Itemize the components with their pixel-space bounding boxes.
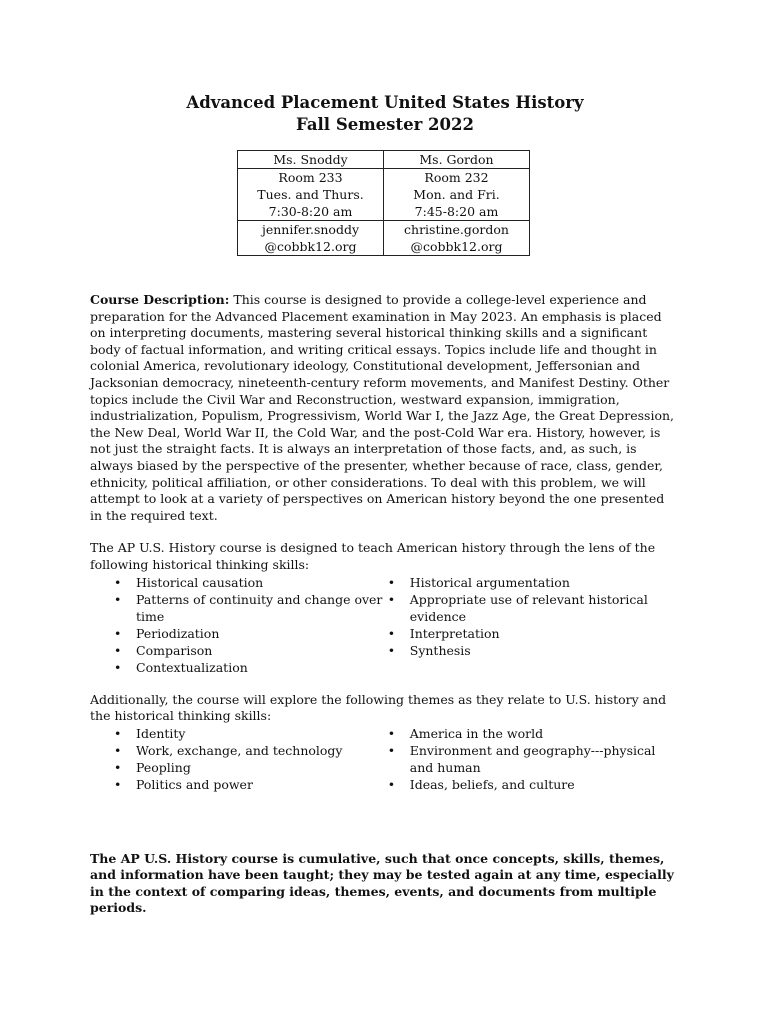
course-description-text: This course is designed to provide a college-level experience and preparation for the Advanced Placement examination in May 2023. An emphasis is placed on interpreting documents, mastering several historical thinking skills and a significant body of factual information, and writing critical essays. Topics include life and thought in colonial America, revolutionary ideology, Constitutional development, Jeffersonian and Jacksonian democracy, nineteenth-century reform movements, and Manifest Destiny. Other topics include the Civil War and Reconstruction, westward expansion, immigration, industrialization, Populism, Progressivism, World War I, the Jazz Age, the Great Depression, the New Deal, World War II, the Cold War, and the post-Cold War era. History, however, is not just the straight facts. It is always an interpretation of those facts, and, as such, is always biased by the perspective of the presenter, whether because of race, class, gender, ethnicity, political affiliation, or other considerations. To deal with this problem, we will attempt to look at a variety of perspectives on American history beyond the one presented in the required text. — [90, 292, 674, 523]
teacher-email-user[interactable]: jennifer.snoddy — [261, 222, 360, 237]
teacher-name-cell — [384, 151, 530, 169]
table-row — [238, 169, 530, 221]
teacher-days: Mon. and Fri. — [413, 187, 500, 202]
teacher-time: 7:30-8:20 am — [268, 204, 353, 219]
themes-left-column — [90, 725, 386, 793]
teacher-room: Room 232 — [424, 170, 489, 185]
teacher-schedule-cell — [384, 169, 530, 221]
teacher-table — [237, 150, 530, 256]
list-item: • Patterns of continuity and change over time — [112, 591, 386, 625]
skills-right-column — [386, 574, 680, 676]
list-item: • Interpretation — [386, 625, 680, 642]
course-description-label: Course Description: — [90, 292, 230, 307]
list-item: • Contextualization — [112, 659, 386, 676]
teacher-email-domain[interactable]: @cobbk12.org — [410, 239, 503, 254]
teacher-name: Ms. Gordon — [419, 152, 494, 167]
teacher-room: Room 233 — [278, 170, 343, 185]
themes-right-column — [386, 725, 680, 793]
teacher-name-cell — [238, 151, 384, 169]
teacher-email-cell — [384, 221, 530, 256]
teacher-name: Ms. Snoddy — [273, 152, 348, 167]
teacher-time: 7:45-8:20 am — [414, 204, 499, 219]
list-item: • Identity — [112, 725, 386, 742]
table-row — [238, 151, 530, 169]
list-item: • Peopling — [112, 759, 386, 776]
cumulative-note: The AP U.S. History course is cumulative, such that once concepts, skills, themes, and information have been taught; they may be tested again at any time, especially in the context of comparing ideas, themes, events, and documents from multiple periods. — [90, 850, 674, 916]
list-item: • Historical argumentation — [386, 574, 680, 591]
list-item: • Politics and power — [112, 776, 386, 793]
document-page — [90, 92, 680, 917]
list-item: • Ideas, beliefs, and culture — [386, 776, 680, 793]
table-row — [238, 221, 530, 256]
teacher-schedule-cell — [238, 169, 384, 221]
document-title: Advanced Placement United States History — [186, 93, 584, 112]
list-item: • Work, exchange, and technology — [112, 742, 386, 759]
course-description — [90, 292, 680, 524]
teacher-email-domain[interactable]: @cobbk12.org — [264, 239, 357, 254]
themes-intro: Additionally, the course will explore the following themes as they relate to U.S. history and the historical thinking skills: — [90, 691, 667, 724]
list-item: • America in the world — [386, 725, 680, 742]
themes-list — [90, 725, 680, 793]
skills-intro: The AP U.S. History course is designed to teach American history through the lens of the following historical thinking skills: — [90, 540, 656, 572]
list-item: • Periodization — [112, 625, 386, 642]
teacher-days: Tues. and Thurs. — [257, 187, 364, 202]
list-item: • Historical causation — [112, 574, 386, 591]
teacher-email-cell — [238, 221, 384, 256]
list-item: • Synthesis — [386, 642, 680, 659]
list-item: • Appropriate use of relevant historical evidence — [386, 591, 680, 625]
document-subtitle: Fall Semester 2022 — [296, 115, 474, 134]
skills-left-column — [90, 574, 386, 676]
list-item: • Environment and geography---physical and human — [386, 742, 680, 776]
skills-list — [90, 574, 680, 676]
list-item: • Comparison — [112, 642, 386, 659]
teacher-email-user[interactable]: christine.gordon — [404, 222, 509, 237]
